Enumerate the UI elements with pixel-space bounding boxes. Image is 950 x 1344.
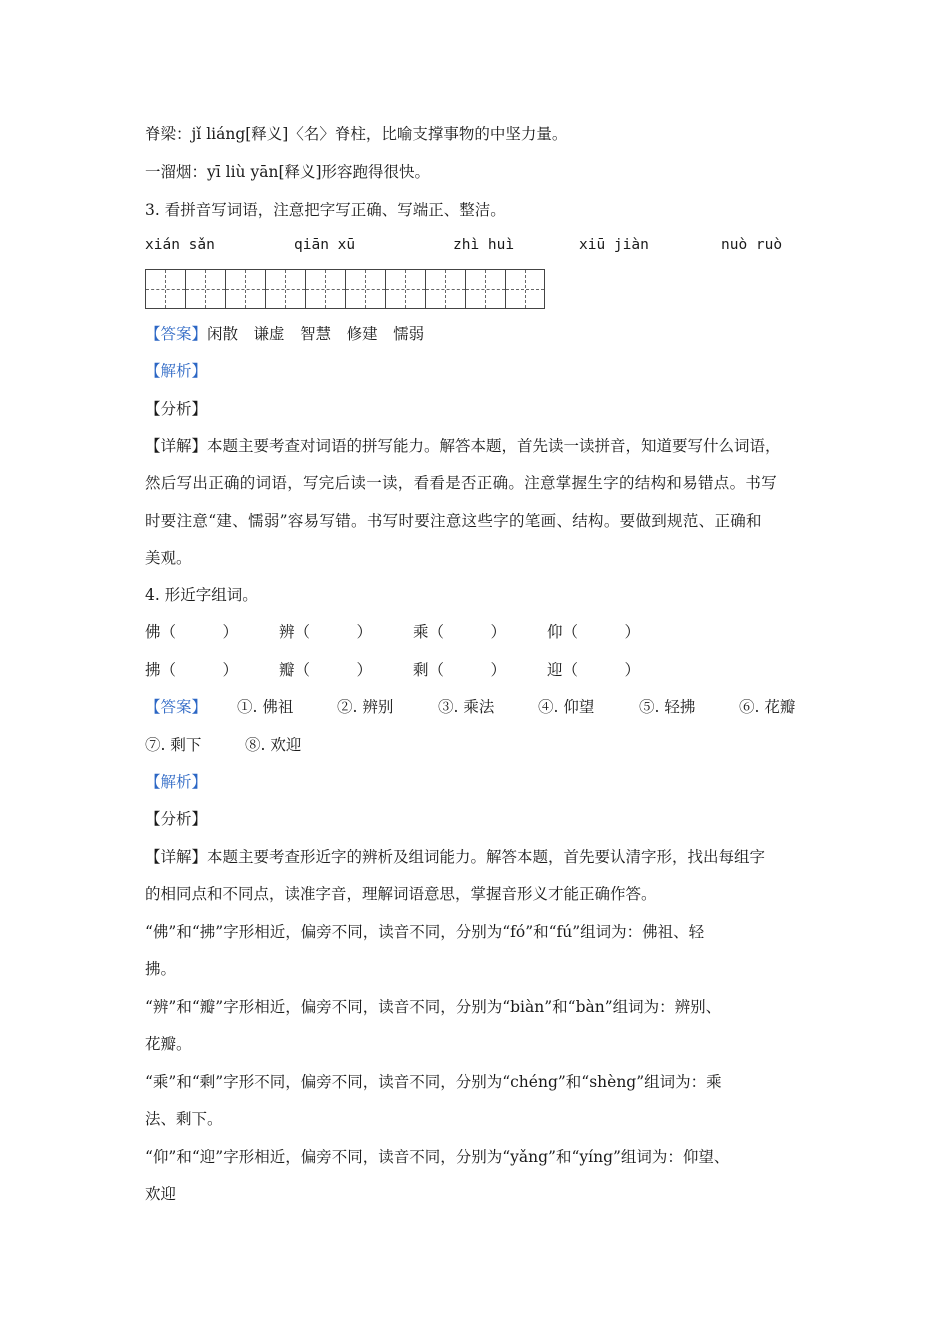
q3-title: 3. 看拼音写词语，注意把字写正确、写端正、整洁。 — [145, 201, 506, 219]
char-item: 仰（ ） — [547, 623, 641, 641]
q3-fenxi-label: 【分析】 — [145, 400, 208, 418]
definition-yiliuyan: 一溜烟：yī liù yān[释义]形容跑得很快。 — [145, 163, 431, 181]
q4-detail-line: “仰”和“迎”字形相近，偏旁不同，读音不同，分别为“yǎng”和“yíng”组词为：仰望、 — [145, 1148, 730, 1166]
q3-pinyin-row — [145, 237, 810, 259]
q3-jiexi-label: 【解析】 — [145, 362, 208, 380]
q4-fenxi-label: 【分析】 — [145, 810, 208, 828]
grid-cell — [505, 269, 545, 309]
q4-detail-line: 法、剩下。 — [145, 1110, 223, 1128]
char-item: 剩（ ） — [413, 661, 507, 679]
answer-item: ①. 佛祖 — [237, 698, 294, 716]
answer-item: ③. 乘法 — [438, 698, 495, 716]
q3-detail-line: 然后写出正确的词语，写完后读一读，看看是否正确。注意掌握生字的结构和易错点。书写 — [145, 474, 778, 492]
answer-word: 谦虚 — [253, 325, 285, 343]
pinyin-1: xián sǎn — [145, 237, 215, 253]
answer-item: ⑦. 剩下 — [145, 736, 202, 754]
grid-cell — [305, 269, 345, 309]
pinyin-5: nuò ruò — [721, 237, 783, 253]
char-item: 瓣（ ） — [279, 661, 373, 679]
grid-cell — [145, 269, 185, 309]
grid-cell — [345, 269, 385, 309]
detail-label: 【详解】 — [145, 848, 208, 866]
answer-word: 智慧 — [300, 325, 332, 343]
answer-word: 修建 — [346, 325, 378, 343]
pinyin-3: zhì huì — [453, 237, 515, 253]
answer-item: ⑧. 欢迎 — [245, 736, 302, 754]
grid-cell — [465, 269, 505, 309]
answer-label: 【答案】 — [145, 698, 208, 716]
grid-cell — [265, 269, 305, 309]
q3-answer — [145, 323, 424, 345]
q4-detail-line: 花瓣。 — [145, 1035, 192, 1053]
q3-detail-line: 美观。 — [145, 549, 192, 567]
pinyin-2: qiān xū — [294, 237, 356, 253]
detail-label: 【详解】 — [145, 437, 208, 455]
q4-detail-line: 【详解】本题主要考查形近字的辨析及组词能力。解答本题，首先要认清字形，找出每组字 — [145, 848, 766, 866]
char-item: 乘（ ） — [413, 623, 507, 641]
q3-detail-line: 时要注意“建、懦弱”容易写错。书写时要注意这些字的笔画、结构。要做到规范、正确和 — [145, 512, 762, 530]
char-item: 辨（ ） — [279, 623, 373, 641]
q4-detail-line: 拂。 — [145, 960, 177, 978]
grid-cell — [185, 269, 225, 309]
answer-label: 【答案】 — [145, 325, 208, 343]
grid-cell — [225, 269, 265, 309]
answer-item: ②. 辨别 — [337, 698, 394, 716]
answer-item: ⑤. 轻拂 — [639, 698, 696, 716]
char-item: 拂（ ） — [145, 661, 239, 679]
q4-detail-line: “佛”和“拂”字形相近，偏旁不同，读音不同，分别为“fó”和“fú”组词为：佛祖、轻 — [145, 923, 705, 941]
q4-detail-line: “辨”和“瓣”字形相近，偏旁不同，读音不同，分别为“biàn”和“bàn”组词为：辨别、 — [145, 998, 722, 1016]
q4-detail-line: 欢迎 — [145, 1185, 177, 1203]
answer-word: 懦弱 — [393, 325, 425, 343]
char-item: 迎（ ） — [547, 661, 641, 679]
q4-detail-line: “乘”和“剩”字形不同，偏旁不同，读音不同，分别为“chéng”和“shèng”组词为：乘 — [145, 1073, 722, 1091]
grid-cell — [385, 269, 425, 309]
q4-title: 4. 形近字组词。 — [145, 586, 258, 604]
answer-word: 闲散 — [207, 325, 239, 343]
writing-grid — [145, 269, 545, 309]
q4-jiexi-label: 【解析】 — [145, 773, 208, 791]
q4-detail-line: 的相同点和不同点，读准字音，理解词语意思，掌握音形义才能正确作答。 — [145, 885, 657, 903]
answer-item: ④. 仰望 — [538, 698, 595, 716]
answer-item: ⑥. 花瓣 — [739, 698, 796, 716]
q3-detail-line: 【详解】本题主要考查对词语的拼写能力。解答本题，首先读一读拼音，知道要写什么词语， — [145, 437, 781, 455]
definition-jiliang: 脊梁：jǐ liáng[释义]〈名〉脊柱，比喻支撑事物的中坚力量。 — [145, 125, 568, 143]
pinyin-4: xiū jiàn — [579, 237, 649, 253]
char-item: 佛（ ） — [145, 623, 239, 641]
grid-cell — [425, 269, 465, 309]
